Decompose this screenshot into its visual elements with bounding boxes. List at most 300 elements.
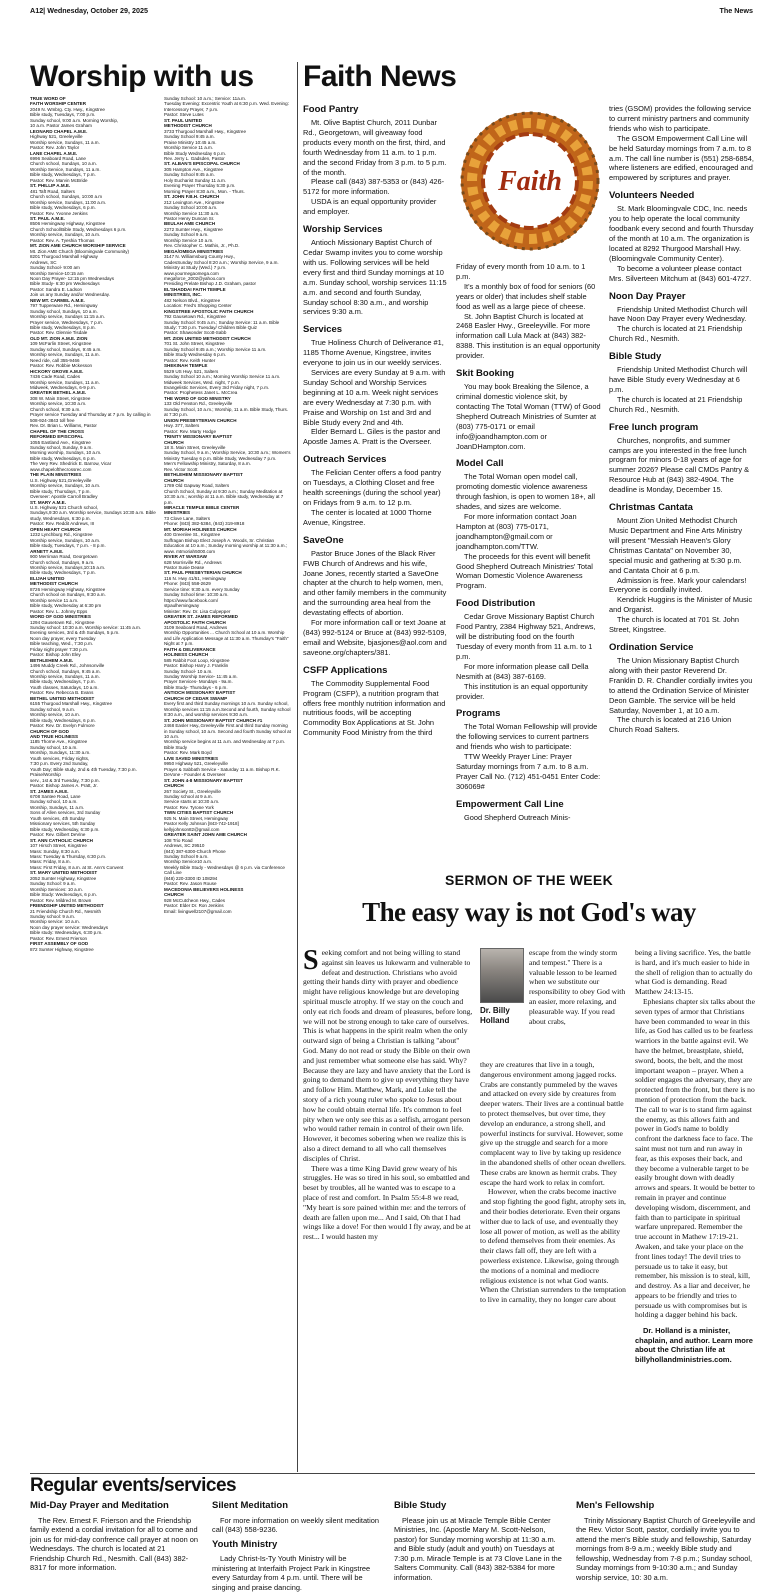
- page-date: A12| Wednesday, October 29, 2025: [30, 6, 148, 15]
- worship-listing-line: ST. MARY A.M.E.: [30, 499, 66, 505]
- worship-listing-line: HICKORY GROVE A.M.E.: [30, 368, 84, 374]
- worship-listing-line: ST. PAUL PRESBYTERIAN CHURCH: [164, 570, 242, 576]
- worship-listing-line: Bible Study- 6:30 pm Wednesdays: [30, 281, 100, 287]
- worship-listing-line: Mass: First Friday, 8 a.m. at St. Ann's Convent: [30, 864, 124, 870]
- worship-listing-line: 797 Tupperware Rd., Hemingway: [30, 303, 98, 309]
- worship-listing-line: Service starts at 10:30 a.m.: [164, 799, 220, 805]
- worship-listing-line: CHURCH: [164, 892, 184, 898]
- worship-listing-line: Church school on Sundays, 9:30 a.m.: [30, 592, 106, 598]
- worship-listing-line: Church school, Sundays, 10:00 a.m: [30, 194, 103, 200]
- worship-listing-line: Prayer service, Wednesdays, 7 p.m.: [30, 319, 103, 325]
- faith-news-heading: SaveOne: [303, 534, 344, 546]
- worship-listing-line: Phone: (843) 382-5384, (843) 319-8918: [164, 521, 245, 527]
- sermon-paragraph: There was a time King David grew weary of his struggles. He was so tired in his soul, so embattled and beset by troubles, all he wanted was to escape to a place of rest and comfort. In Psalm 55:4-8 we read, "My heart is sore pained within me: and the terrors of death are fallen upon me... And I said, Oh that I had wings like a dove! For then would I fly away, and be at rest... I would hasten my: [303, 1163, 471, 1242]
- worship-listing-line: Sunday School 9:45 a.m.: [164, 134, 215, 140]
- worship-listing-line: Sunday School 9:45 a.m.: [164, 172, 215, 178]
- worship-listing-line: 1294 Gausetown Rd., Kingstree: [30, 619, 95, 625]
- worship-listing-line: www.yourmegaomega.com: [164, 270, 219, 276]
- faith-news-paragraph: The church is located at 21 Friendship Church Rd., Nesmith.: [609, 324, 743, 344]
- worship-listing-line: Worship service, Sundays, 11 a.m.: [30, 352, 100, 358]
- worship-listing-line: Pastor: Rev. Tyrone York: [164, 804, 214, 810]
- worship-listing-line: 7436 Cade Road, Cades: [30, 374, 81, 380]
- worship-listing-line: ARNETT A.M.E.: [30, 548, 64, 554]
- worship-listing-line: Prayer & Sabbath Service - Saturday 11 a.m. Bishop R.K. DeVone - Founder & Overseer: [164, 766, 280, 778]
- worship-listing-line: Worship service, Sundays, 11 a.m.: [30, 674, 100, 680]
- faith-news-heading: Volunteers Needed: [609, 190, 695, 202]
- faith-news-paragraph: The center is located at 1000 Thorne Avenue, Kingstree.: [303, 507, 432, 527]
- faith-news-heading: Model Call: [456, 458, 504, 470]
- worship-listing-line: Worship Service 11:30 a.m.: [164, 210, 220, 216]
- regular-heading: Youth Ministry: [212, 1538, 278, 1550]
- faith-news-paragraph: The Total Woman open model call, promoting domestic violence awareness through fashion, is open to women 18+, all shades, and sizes are welcome.: [456, 472, 596, 512]
- worship-listing-line: 400 Greenlee St., Kingstree: [164, 532, 221, 538]
- worship-listing-line: Pastor: Rev. A. Tyeshia Thomas: [30, 237, 95, 243]
- worship-listing-line: Sunday School 9 a.m.: [164, 853, 209, 859]
- worship-title: Worship with us: [30, 60, 254, 93]
- worship-listing-line: Bible study, Tuesdays, 7 p.m. - 8 p.m.: [30, 543, 106, 549]
- faith-news-paragraph: For more information call or text Joane at (843) 992-5124 or Bruce at (843) 992-5109, email and Website, bjasjones@aol.com and saveone.org/chapters/381.: [303, 618, 447, 657]
- faith-news-paragraph: Cedar Grove Missionary Baptist Church Food Pantry, 2384 Highway 521, Andrews, will be distributing food on the fourth Tuesday of every month from 11 a.m. to 1 p.m.: [456, 612, 596, 661]
- worship-listing-line: Pastor: Sandra E. Ladson: [30, 286, 83, 292]
- faith-news-heading: Skit Booking: [456, 368, 515, 380]
- worship-listing-line: 1232 Lynchburg Rd., Kingstree: [30, 532, 93, 538]
- worship-listing-line: Bible study, Wednesdays, 8 p.m.: [30, 325, 96, 331]
- faith-news-paragraph: Friday of every month from 10 a.m. to 1 p.m.: [456, 262, 586, 281]
- worship-listing-line: Bible Study Wednesday 6 p.m.: [164, 150, 227, 156]
- worship-listing-line: Church School, Sunday at 9:30 a.m.; Sunday Meditation at 10:30 a.m.; worship at 11 a.m. Bible study, Wednesday at 7 p.m.: [164, 488, 284, 505]
- faith-news-heading: Programs: [456, 708, 501, 720]
- worship-listing-line: BETHLEHEM MISSIONARY BAPTIST: [164, 472, 243, 478]
- worship-listing-line: METHODIST CHURCH: [164, 123, 212, 129]
- worship-listing-line: Bible Study Wednesday 6 p.m.: [164, 352, 227, 358]
- worship-listing-line: 108 Trio Road: [164, 837, 193, 843]
- faith-wreath-image: [453, 104, 607, 258]
- regular-col-bible-study: [394, 1500, 564, 1582]
- worship-listing-line: Pastor: Rev. Marty Hodge: [164, 428, 216, 434]
- worship-listing-line: Midweek Services, Wed. night, 7 p.m.: [164, 379, 240, 385]
- worship-listing-line: Morning Prayer 8:30 a.m., Mon. - Thurs.: [164, 188, 245, 194]
- worship-listing-line: ST. JOHN 4-8 MISSIONARY BAPTIST: [164, 777, 243, 783]
- faith-news-paragraph: It's a monthly box of food for seniors (60 years or older) that includes shelf stable food as well as a large piece of cheese.: [456, 281, 596, 311]
- regular-events-title: Regular events/services: [30, 1475, 237, 1496]
- worship-listing-line: serv., 1st & 3rd Tuesday, 7:30 p.m.: [30, 777, 100, 783]
- worship-listing-line: Bible study, Wednesday, 6:30 p.m.: [30, 826, 100, 832]
- worship-listing-line: MEGA/OMEGA MINISTRIES: [164, 248, 224, 254]
- sermon-col-2-top: [529, 948, 627, 1058]
- worship-listing-line: Mt. Zion AME Church (Bloomingvale Community): [30, 248, 130, 254]
- faith-news-paragraph: The church is located at 701 St. John Street, Kingstree.: [609, 615, 740, 635]
- worship-listing-line: Worship Service 10 a.m.: [164, 237, 214, 243]
- worship-listing-line: Bible study, Thursdays, 7 p.m.: [30, 488, 91, 494]
- worship-listing-line: ST. JAMES A.M.E.: [30, 788, 69, 794]
- faith-news-heading: Noon Day Prayer: [609, 290, 686, 302]
- worship-listing-line: Youth classes, Saturdays, 10 a.m.: [30, 684, 99, 690]
- worship-listing-line: MT. MORIAH HOLINESS CHURCH: [164, 526, 237, 532]
- author-name: Dr. Billy Holland: [480, 1006, 510, 1025]
- worship-listing-line: Worship service, Sundays, 11:00 a.m.: [30, 199, 107, 205]
- faith-news-paragraph: Elder Bernard L. Giles is the pastor and Apostle James A. Pratt is the Overseer.: [303, 427, 441, 447]
- worship-listing-line: Pastor: Rev. L. Johnny Epps: [30, 608, 88, 614]
- faith-news-paragraph: Churches, nonprofits, and summer camps are you interested in the free lunch program for minors 0-18 years of age for summer 2026? Please call CMDs Pantry & Resource Hub at (843) 382-4904. The deadline is Monday, December 15.: [609, 435, 750, 495]
- worship-listing-line: 73 Clove Lane, Salters: [164, 515, 211, 521]
- worship-listing-line: LIVE SAVED MINISTRIES: [164, 755, 218, 761]
- worship-listing-line: Weekly Bible Study - Wednesdays @ 6 p.m. via Conference Call Line: [164, 864, 285, 876]
- worship-listing-line: MIRACLE TEMPLE BIBLE CENTER: [164, 504, 240, 510]
- sermon-col-2: [480, 1060, 627, 1470]
- worship-listing-line: Pastor: Rev. Keith Hunter: [164, 357, 216, 363]
- regular-paragraph: The Rev. Ernest F. Frierson and the Friendship family extend a cordial invitation for all to come and join us for mid-day confrence call prayer at noon on Wednesdays. The church is located at 21 Friendship Church Rd., Nesmith. Call (843) 382-8317 for more information.: [30, 1515, 199, 1572]
- worship-listing-line: Sunday School: 9:45 a.m.; Sunday Service: 11 a.m. Bible Study: 7:30 p.m. Tuesday/ Children Bible Quiz: [164, 319, 280, 331]
- worship-listing-line: 18 S. Main Street, Greeleyville: [164, 445, 226, 450]
- worship-listing-line: Men's Fellowship Ministry, Saturday, 8 a.m.: [164, 461, 251, 467]
- worship-listing-line: Location: Fred's Shopping Center: [164, 303, 232, 309]
- worship-listing-line: Andrews, SC 29510: [164, 843, 205, 849]
- worship-listing-col-1: [30, 96, 158, 952]
- worship-listing-line: Missionary services, 5th Sunday: [30, 821, 96, 827]
- worship-listing-line: Youth Day; Bible study, 2nd & 4th Tuesday, 7:30 p.m. Praise/Worship: [30, 766, 137, 778]
- worship-listing-line: CHURCH OF CEDAR SWAMP: [164, 695, 228, 701]
- worship-listing-line: GREATER BETHEL A.M.E.: [30, 390, 87, 396]
- worship-listing-line: Pastor: Rev. Reddit Andrews, III: [30, 521, 95, 527]
- worship-listing-line: Sunday School, 10 a.m.; Worship, 11 a.m. Bible Study, Thurs. at 7:30 p.m.: [164, 406, 289, 418]
- worship-listing-line: CHURCH: [164, 439, 184, 445]
- worship-listing-line: MT. ZION AME CHURCH WORSHIP SERVICE: [30, 243, 126, 249]
- faith-news-heading: Empowerment Call Line: [456, 798, 564, 810]
- sermon-paragraph: escape from the windy storm and tempest." There is a valuable lesson to be learned when we substitute our responsibility to obey God with an easier, more relaxing, and pleasurable way. If you read about crabs,: [529, 948, 626, 1026]
- publication-name: The News: [719, 6, 753, 15]
- worship-listing-line: Andrews, SC: [30, 259, 57, 265]
- faith-news-col-1: [303, 104, 448, 738]
- regular-paragraph: Please join us at Miracle Temple Bible Center Ministries, Inc. (Apostle Mary M. Scott-Nelson, pastor) for Sunday morning worship at 11:30 a.m. and Bible study (adult and youth) on Tuesdays at 7:30 p.m. Miracle Temple is at 73 Clove Lane in the Salters Community. Call (843) 382-5384 for more information.: [394, 1515, 562, 1582]
- worship-listing-line: 3147 N. Williamsburg County Hwy.,: [164, 254, 236, 260]
- worship-listing-line: Pastor: Rev. Glennie Tisdale: [30, 330, 88, 336]
- regular-heading: Bible Study: [394, 1500, 447, 1511]
- faith-news-section: [303, 60, 755, 822]
- worship-listing-line: Prayer Services- Mondays - 9a.m.: [164, 679, 233, 685]
- faith-news-paragraph: You may book Breaking the Silence, a criminal domestic violence skit, by contacting The Total Woman (TTW) of Good Shepherd Outreach Ministries of Sumter at (803) 775-0171 or email info@joandhampton.com or JoanDHampton.com.: [456, 382, 601, 451]
- worship-listing-line: CHAPEL OF THE CROSS: [30, 428, 84, 434]
- worship-listing-line: Pastor: Prophetess Janet L. McCrea: [164, 390, 238, 396]
- worship-listing-line: Pastor: Rev. Robbie Mckesson: [30, 363, 93, 369]
- worship-listing-line: (843) 387-6300-Church Phone: [164, 848, 226, 854]
- regular-heading: Mid-Day Prayer and Meditation: [30, 1500, 169, 1511]
- worship-listing-line: Sunday school, Sunday, 9 a.m.: [30, 445, 93, 450]
- faith-news-paragraph: Please call (843) 387-5353 or (843) 426-5172 for more information.: [303, 177, 445, 197]
- faith-news-title: Faith News: [303, 60, 457, 93]
- worship-listing-line: 701 St. John Street, Kingstree: [164, 341, 225, 347]
- worship-listing-line: Pastor: Bishop James A. Pratt, Jr.: [30, 783, 98, 789]
- worship-listing-line: Pastor: Bishop Harry J. Franklin: [164, 663, 229, 669]
- sermon-paragraph: Ephesians chapter six talks about the seven types of armor that Christians have been commanded to wear in this life, as God has called us to be fearless warriors in the battle against evil. We have the helmet, breastplate, shield, sword, boots, the belt, and the most important weapon – prayer. When a soldier engages the adversary, they are protected from the front, but there is no mention of protection from the back. The call to war is to stand firm against the enemy, as this allows faith and power in God's name to boldly confront the darkness face to face. The saint must not turn and run away in fear, as this exposes their back, and they become a vulnerable target to be easily brought down with deadly arrows and spears. It would be better to remain in prayer and continue developing wisdom, discernment, and faith than to participate in spiritual warfare unprepared. Remember the true account in Mathew 17:19-21. Awaken, and take your place on the front lines today! The devil tries to persuade us to take it easy, but remember, his mission is to steal, kill, and destroy. As a liar and deceiver, he appears to be friendly and tries to persuade us with compromises but is holding a dagger behind his back.: [635, 996, 755, 1320]
- worship-listing-line: BEULAH AME CHURCH: [164, 221, 216, 227]
- worship-listing-line: ST. PAUL A.M.E.: [30, 215, 65, 221]
- worship-listing-line: Bible Study: Wednesdays, 6 p.m.: [30, 892, 97, 898]
- worship-listing-line: 21 Friendship Church Rd., Nesmith: [30, 908, 102, 914]
- worship-listing-line: LEONARD CHAPEL A.M.E.: [30, 128, 88, 134]
- sermon-paragraph: However, when the crabs become inactive and stop fighting the good fight, atrophy sets in, and their bodies deteriorate. Even their organs wither due to lack of use, and eventually they lose all power of motion, as well as the ability to defend themselves from their enemies. As their claws fall off, they are left with a powerless existence. Likewise, going through the motions of a nominal and mediocre religious existence is not what God wants. When the Christian surrenders to the temptation to live in carnality, they no longer care about: [480, 1187, 626, 1305]
- worship-listing-line: Sunday school, Sundays, 9:45 a.m.: [30, 346, 102, 352]
- worship-listing-line: Sunday school, Sundays, 10 a.m.: [30, 308, 98, 314]
- worship-listing-line: Bible study, Wednesday at 6:30 pm: [30, 603, 102, 609]
- worship-listing-line: Presiding Prelate Bishop J.D. Graham, pastor: [164, 281, 256, 287]
- worship-listing-line: Friday night prayer 7:30 p.m.: [30, 646, 89, 652]
- worship-listing-line: FRIENDSHIP UNITED METHODIST: [30, 903, 104, 909]
- worship-listing-line: 2272 Sumter Hwy., Kingstree: [164, 226, 223, 232]
- faith-news-col-2: [456, 262, 601, 823]
- worship-listing-line: Pastor Kelly Johnson [843-742-1918]: [164, 821, 239, 827]
- faith-news-paragraph: The Union Missionary Baptist Church along with their pastor Reverend Dr. Franklin D. R. Chandler cordially invites you to attend the Ordination Service of Minister Deon Gamble. The service will be held Saturday, November 1, at 10 a.m.: [609, 655, 753, 715]
- worship-listing-line: Praise Ministry 10:45 a.m.: [164, 139, 217, 145]
- faith-news-paragraph: Admission is free. Mark your calendars! Everyone is cordially invited.: [609, 575, 747, 595]
- worship-listing-line: METHODIST CHURCH: [30, 581, 78, 587]
- faith-news-paragraph: The Commodity Supplemental Food Program (CSFP), a nutrition program that offers free monthly nutrition information and nutritious foods, will be accepting Commodity Box Applications at St. John Community Food Ministry from the third: [303, 678, 446, 738]
- worship-listing-line: Bible study: Wednesdays, 6:30 p.m.: [30, 930, 103, 936]
- worship-listing-line: Sunday school, 9:00 a.m. Morning Worship,: [30, 117, 119, 123]
- worship-listing-line: Noon Day Prayer- 12:15 pm Wednesdays: [30, 275, 115, 281]
- worship-section: [30, 60, 292, 1472]
- worship-listing-line: GREATER SAINT JOHN AME CHURCH: [164, 832, 247, 838]
- worship-listing-line: 925 N. Main Street, Hemingway: [164, 815, 229, 821]
- worship-listing-line: Sunday school: 10:30 a.m. Worship service: 11:45 a.m. Evening services, 3rd & 4th Sundays, 5 p.m.: [30, 624, 142, 636]
- worship-listing-line: Ministry at Study (Wed.) 7 p.m.: [164, 265, 227, 271]
- worship-listing-line: ST. MARY UNITED METHODIST: [30, 870, 98, 876]
- faith-news-paragraph: St. Mark Bloomingvale CDC, Inc. needs you to help operate the local community foodbank every second and fourth Thursday of the month at 10 a.m. The organization is located at 8292 Thurgood Marshall Hwy. (Bloomingvale Community Center).: [609, 204, 754, 263]
- worship-listing-line: UNION PRESBYTERIAN CHURCH: [164, 417, 237, 423]
- worship-listing-line: Pastor: Rev. Mark Boyd: [164, 750, 212, 756]
- worship-listing-line: 872 Sumter Highway, Kingstree: [30, 946, 94, 952]
- worship-listing-line: Sunday School- 10 a.m.: [164, 668, 213, 674]
- faith-news-paragraph: Good Shepherd Outreach Minis-: [464, 812, 571, 822]
- worship-listing-line: Worship, Sundays, 11 a.m.: [30, 804, 85, 810]
- worship-listing-line: Worship service, 10:30 a.m.: [30, 401, 87, 407]
- worship-listing-line: ST. JOHN MISSIONARY BAPTIST CHURCH #1: [164, 717, 263, 723]
- worship-listing-line: www.chapelofthecrossrec.com: [30, 466, 92, 472]
- sermon-kicker: SERMON OF THE WEEK: [445, 872, 613, 888]
- worship-listing-line: Worship Service 11 a.m.: [164, 145, 214, 151]
- worship-listing-line: 3109 Seaboard Road, Andrews: [164, 624, 228, 630]
- faith-news-heading: Outreach Services: [303, 454, 387, 466]
- worship-listing-line: (848) 220-3300 ID 108294: [164, 875, 218, 881]
- worship-listing-line: 107 Hirsch Street, Kingstree: [30, 843, 87, 849]
- worship-listing-line: Rev. Christopher C. Mathis, Jr., Ph.D.: [164, 243, 240, 249]
- worship-listing-line: Pastor: Shawonder Scott-Sabb: [164, 330, 227, 336]
- faith-news-paragraph: This institution is an equal opportunity provider.: [456, 681, 588, 701]
- faith-news-heading: Worship Services: [303, 224, 383, 236]
- worship-listing-line: Rev. Dr. Brian L. Williams, Pastor: [30, 423, 97, 429]
- worship-listing-line: Sunday School, 9 a.m.; Worship Service, 10:30 a.m.; Women's Ministry Tuesday 6 p.m. Bible Study, Wednesday 7 p.m.: [164, 450, 291, 461]
- worship-listing-line: Worship Opportunities ... Church School at 10 a.m. Worship and Life Application Message at 11:30 a.m. Thursday's "Faith" Night at 7 p.m.: [164, 630, 289, 647]
- worship-listing-line: U.S. Highway 521 Church school,: [30, 504, 98, 510]
- faith-news-heading: CSFP Applications: [303, 664, 388, 676]
- worship-listing-line: Pastor Susie Dease: [164, 564, 205, 570]
- worship-listing-line: megaforce_2002@yahoo.com: [164, 275, 225, 281]
- faith-news-paragraph: The GSOM Empowerment Call Line will be held Saturday mornings from 7 a.m. to 8 a.m. The call line number is (551) 258-6854, where listeners are edified, encouraged and empowered by scriptures and prayer.: [609, 133, 754, 183]
- worship-listing-line: TRINITY MISSIONARY BAPTIST: [164, 434, 233, 440]
- worship-listing-line: 308 W. Main Street, Kingstree: [30, 395, 91, 401]
- worship-listing-line: Prayer service Tuesday and Thursday at 7 p.m. by calling in 508-924-3843 toll free: [30, 412, 151, 423]
- worship-listing-line: 133 Old Fenston Rd., Greeleyville: [164, 401, 233, 407]
- worship-listing-line: Worship service, Sundays, 10 a.m.: [30, 537, 101, 543]
- worship-listing-line: Youth services, Friday nights,: [30, 755, 90, 761]
- worship-listing-line: Pastor: Rev. Mildred M. Brown: [30, 897, 92, 903]
- faith-news-heading: Christmas Cantata: [609, 502, 693, 514]
- faith-news-paragraph: To become a volunteer please contact Mrs. Silverteen Mitchum at (843) 601-4727.: [609, 263, 752, 283]
- sermon-paragraph: being a living sacrifice. Yes, the battle is hard, and it's much easier to hide in the shell of religion than to actually do what God is demanding. Read Matthew 24:13-15.: [635, 948, 753, 997]
- regular-col-silent-meditation: [212, 1500, 382, 1592]
- worship-listing-line: 305 Hampton Ave., Kingstree: [164, 166, 224, 172]
- worship-listing-line: Church School/Bible Study, Wednesdays 6 p.m.: [30, 226, 127, 232]
- worship-listing-line: 628 Morrisville Rd., Andrews: [164, 559, 222, 565]
- worship-listing-line: AND TRUE HOLINESS: [30, 734, 78, 740]
- worship-listing-line: Evening Prayer Thursday 5:30 p.m.: [164, 183, 236, 189]
- worship-listing-line: Worship service: 10 a.m.: [30, 919, 80, 925]
- wreath-illustration: [453, 104, 607, 258]
- worship-listing-line: Service time: 9:30 a.m. every Sunday: [164, 586, 240, 592]
- worship-listing-line: Worship service, Sundays, 10 a.m.: [30, 232, 101, 238]
- worship-listing-line: OPEN HEART CHURCH: [30, 526, 81, 532]
- worship-listing-line: U.S. Highway 521,Greeleyville: [30, 477, 92, 483]
- worship-listing-line: 2052 Sumter Highway, Kingstree: [30, 875, 97, 881]
- worship-listing-line: ANTIOCH MISSIONARY BAPTIST: [164, 690, 236, 696]
- worship-listing-line: 10 a.m. Pastor James Graham: [30, 123, 92, 129]
- worship-listing-line: Bible study, Wednesdays, 7 p.m.: [30, 679, 96, 685]
- worship-listing-line: Email: livingwell2107@gmail.com: [164, 908, 232, 914]
- wreath-word: Faith: [498, 166, 562, 197]
- sermon-paragraph: they are creatures that live in a tough, dangerous environment among jagged rocks. Crabs are constantly pummeled by the waves and attacked on every side by creatures from deeper waters. Their lives are a continual battle to protect themselves, but over time, they develop an endurance, a strong shell, and powerful instincts for survival. However, some give up the struggle and search for a more complacent way to live by taking up residence in the abandoned shells of other ocean dwellers. These crabs are known as hermit crabs. They escape the hard work to relax in comfort.: [480, 1060, 626, 1187]
- faith-news-paragraph: Kendrick Huggins is the Minister of Music and Organist.: [609, 595, 753, 615]
- faith-news-heading: Food Pantry: [303, 104, 359, 115]
- worship-listing-line: Bible study, Wednesdays, 7 p.m.: [30, 570, 96, 576]
- regular-col-midday-prayer: [30, 1500, 200, 1573]
- worship-listing-line: stpaulhemingway: [164, 603, 200, 609]
- worship-listing-line: ST. ANN CATHOLIC CHURCH: [30, 837, 93, 843]
- worship-listing-line: 5529 US Hwy. 521, Salters: [164, 368, 219, 374]
- worship-listing-line: Bible study, Wednesdays, 6 p.m.: [30, 205, 96, 211]
- worship-listing-line: CHURCH OF GOD: [30, 728, 69, 734]
- worship-listing-line: Noon day prayer, every Tuesday: [30, 635, 96, 641]
- worship-listing-line: REFORMED EPISCOPAL: [30, 434, 84, 440]
- worship-listing-line: MINISTRIES, INC.: [164, 292, 202, 298]
- worship-listing-line: Bible study, Wednesdays, 6 p.m.: [30, 717, 96, 723]
- worship-listing-line: 7:30 p.m. Every 2nd Sunday,: [30, 761, 89, 767]
- worship-listing-line: Every first and third Sunday mornings 10 a.m. Sunday school, Worship services 11:15 a.m.Second and fourth, Sunday school 8:30 a.m., and worship services 9:30 a.m.: [164, 701, 291, 718]
- sermon-title: The easy way is not God's way: [362, 897, 696, 927]
- worship-listing-line: 109 McFarlin Street, Kingstree: [30, 341, 92, 347]
- worship-listing-line: Need ride, call 355-9466: [30, 357, 80, 363]
- worship-listing-line: Sunday school: 9 a.m.: [30, 913, 75, 919]
- faith-news-paragraph: Antioch Missionary Baptist Church of Cedar Swamp invites you to come worship with us. Following services will be held every first and third Sunday mornings at 10 a.m. Sunday school, worship services 11:15 a.m. and second and fourth Sunday, Sunday school 8:30 a.m., and worship services 9:30 a.m.: [303, 238, 447, 317]
- faith-news-paragraph: For more information contact Joan Hampton at (803) 775-0171, joandhampton@gmail.com or joandhampton.com/TTW.: [456, 512, 577, 551]
- worship-listing-line: Worship service, 10 a.m.: [30, 712, 80, 718]
- worship-listing-line: MACEDONIA BELIEVERS HOLINESS: [164, 886, 244, 892]
- worship-listing-line: 212 Lexington Ave., Kingstree: [164, 199, 225, 205]
- worship-listing-line: Pastor Henry Duncan Sr.: [164, 215, 215, 221]
- worship-listing-line: 3733 Thurgood Marshall Hwy., Kingstree: [164, 128, 246, 134]
- worship-listing-line: Bible Study- Thursdays - 6 p.m.: [164, 684, 228, 690]
- faith-news-paragraph: TTW Weekly Prayer Line: Prayer Saturday mornings from 7 a.m. to 8 a.m. Prayer Call No. (712) 451-0451 Enter Code: 306069#: [456, 752, 601, 791]
- worship-listing-line: Worship service, Sundays, 11 a.m.: [30, 379, 100, 385]
- worship-listing-line: 1185 Thorne Ave., Kingstree: [30, 739, 88, 745]
- worship-listing-line: Suffragan Bishop Elect Joseph A. Woods, Sr. Christian Education at 10 a.m.; Sunday morning worship at 11:30 a.m.; www. mtmoriah5000.com: [164, 537, 288, 554]
- worship-listing-line: 8506 Hemingway Highway, Kingstree: [30, 221, 106, 227]
- worship-listing-line: MINISTRIES: [164, 510, 191, 516]
- faith-news-paragraph: tries (GSOM) provides the following service to current ministry partners and community friends who wish to participate.: [609, 104, 752, 133]
- worship-listing-line: 792 Gausetown Rd., Kingstree: [164, 314, 226, 320]
- worship-listing-line: Church school, Sundays, 10 a.m.: [30, 161, 97, 167]
- faith-news-heading: Ordination Service: [609, 641, 694, 653]
- worship-listing-line: Church school, Sundays, 9:45 a.m.: [30, 668, 101, 674]
- worship-listing-line: Sunday school, 10 a.m.: [30, 799, 78, 805]
- worship-listing-line: Worship service, Sundays, 11 a.m.: [30, 139, 100, 145]
- regular-heading: Silent Meditation: [212, 1500, 288, 1511]
- faith-news-paragraph: For more information please call Della Nesmith at (843) 387-6169.: [456, 661, 589, 681]
- worship-listing-line: Sunday School 9:45 a.m.; Worship Service 11 a.m.: [164, 346, 267, 352]
- worship-listing-line: Worship service, Sundays 11:15 a.m.: [30, 314, 105, 320]
- worship-listing-line: Rev. Jerry L. Gadsden, Pastor: [164, 155, 225, 161]
- worship-listing-line: Pastor: Rev. Rebecca B. Evans: [30, 690, 94, 696]
- author-photo: [480, 948, 524, 1003]
- worship-listing-line: Sunday School time: 10:30 a.m.: [164, 592, 229, 598]
- worship-listing-line: Sundays,9:30 a.m. Worship service, Sundays 10:30 a.m. Bible study, Wednesdays, 6:30 p.m.: [30, 510, 156, 521]
- worship-listing-line: Church school, 9:30 a.m.: [30, 406, 81, 412]
- worship-listing-line: Bible study, Wednesdays, 6 p.m.: [30, 455, 96, 461]
- worship-listing-line: Sunday school, 10 a.m.: [30, 744, 78, 750]
- faith-news-paragraph: The proceeds for this event will benefit Good Shepherd Outreach Ministries' Total Woman Domestic Violence Awareness Program.: [456, 551, 593, 591]
- faith-news-paragraph: The Total Woman Fellowship will provide the following services to current partners and friends who wish to participate:: [456, 722, 598, 752]
- worship-listing-line: ST. JOHN F.B.H. CHURCH: [164, 194, 220, 200]
- worship-listing-line: 928 McCutcheon Hwy., Cades: [164, 897, 226, 903]
- regular-paragraph: Trinity Missionary Baptist Church of Greeleyville and the Rev. Victor Scott, pastor, cordially invite you to attend the men's Bible study and fellowship, Saturday mornings from 8-9 a.m.; weekly Bible study and fellowship, Wednesday from 7-8 p.m.; Sunday school, Sunday mornings from 9-10:30 a.m.; and Sunday worship service, 10: 30 a.m.: [576, 1515, 756, 1582]
- worship-listing-line: ST. PHILLIP A.M.E.: [30, 183, 71, 189]
- sermon-col1-first: eeking comfort and not being willing to stand against sin leaves us lukewarm and vulnerable to defeat and destruction. Christians who avoid getting their hands dirty with prayer and obedience might have religious knowledge but are developing spiritual muscle atrophy. If we stay on the couch and only eat rich foods and dream of pleasures, before long, we will not be strong enough to take care of ourselves. This is what happens in the spirit realm when the only outward sign of being a Christian is talking "about" God. Many do not read or study the Bible on their own and just remember what someone else has said. Why? Because they are lazy and have anxiety that the Lord is going to demand them to give up everything they have and follow Him. Matthew, Mark, and Luke tell the story of a rich young ruler who spoke to Jesus about how he could obtain eternal life. It's common to feel pity when we only see this as a selfish, arrogant person who would rather remain in control of their own life. However, it becomes sobering when we realize this is also a direct demand to all who call themselves disciples of Christ.: [303, 948, 473, 1163]
- worship-listing-line: 585 Rabbit Foot Loop, Kingstree: [164, 657, 230, 663]
- worship-listing-line: 482 Nelson Blvd., Kingstree: [164, 297, 221, 303]
- worship-listing-line: Sons of Allen services, 3rd Sunday: [30, 810, 101, 816]
- faith-news-paragraph: Services are every Sunday at 9 a.m. with Sunday School and Worship Services beginning at 10 a.m. Week night services are every Wednesday at 7:30 p.m. with Praise and Worship on 1st and 3rd and Bible Study every 2nd and 4th.: [303, 368, 446, 427]
- worship-listing-line: TRUE WORD OF: [30, 96, 66, 101]
- worship-listing-line: Worship service 11 a.m.: [30, 597, 79, 603]
- worship-listing-line: CHURCH: [164, 783, 184, 789]
- worship-listing-line: 9950 Highway 521, Greeleyville: [164, 761, 228, 767]
- faith-news-paragraph: True Holiness Church of Deliverance #1, 1185 Thorne Avenue, Kingstree, invites everyone to join us in our weekly services.: [303, 338, 444, 368]
- worship-listing-line: Worship Service, Sundays, 11 a.m.: [30, 166, 101, 172]
- worship-listing-line: ST. PAUL UNITED: [164, 117, 202, 123]
- faith-news-heading: Bible Study: [609, 351, 662, 363]
- worship-listing-line: Worship service begins at 11 a.m. and Wednesday at 7 p.m. Bible Study: [164, 739, 286, 750]
- worship-listing-line: Pastor: Elder Dr. Ron Jenkins: [164, 903, 224, 909]
- worship-listing-line: MT. ZION UNITED METHODIST CHURCH: [164, 335, 251, 341]
- regular-events-section: [30, 1474, 756, 1592]
- worship-listing-line: Sunday School: 10 a.m.; Service: 11a.m.: [164, 96, 247, 101]
- worship-listing-line: LANE CHAPEL A.M.E.: [30, 150, 78, 156]
- worship-listing-line: NEW MT. CARMEL A.M.E.: [30, 297, 85, 303]
- worship-listing-line: CadesSunday School 8:20 a.m.; Worship Service, 9 a.m.: [164, 259, 279, 265]
- worship-listing-line: BETHLEHEM A.M.E.: [30, 657, 74, 663]
- worship-listing-line: Pastor: Rev. John Taylor: [30, 145, 80, 151]
- faith-news-heading: Free lunch program: [609, 421, 699, 433]
- worship-listing-line: WORD OF GOD MINISTRIES: [30, 614, 91, 620]
- worship-listing-line: Worship Services: 10 a.m.: [30, 886, 83, 892]
- worship-listing-line: RIVER AT WARSAW: [164, 554, 207, 560]
- faith-news-heading: Services: [303, 324, 343, 336]
- worship-listing-line: 1496 Muddy Creek Rd., Johnsonville: [30, 663, 105, 669]
- worship-listing-line: 6996 Seaboard Road, Lane: [30, 155, 86, 161]
- worship-listing-line: Sunday school at 9 a.m.: [164, 794, 213, 799]
- worship-listing-line: 2468 Easler Hwy.,Greeleyville First and third Sunday morning in Sunday school, 10 a.m. Second and fourth Sunday school at 10 a.m.: [164, 723, 291, 740]
- worship-listing-line: 8201 Thurgood Marshall Highway: [30, 254, 98, 260]
- worship-listing-line: Highway 521, Greeleyville: [30, 134, 83, 140]
- faith-news-paragraph: Friendship United Methodist Church will have Bible Study every Wednesday at 6 p.m.: [609, 365, 748, 394]
